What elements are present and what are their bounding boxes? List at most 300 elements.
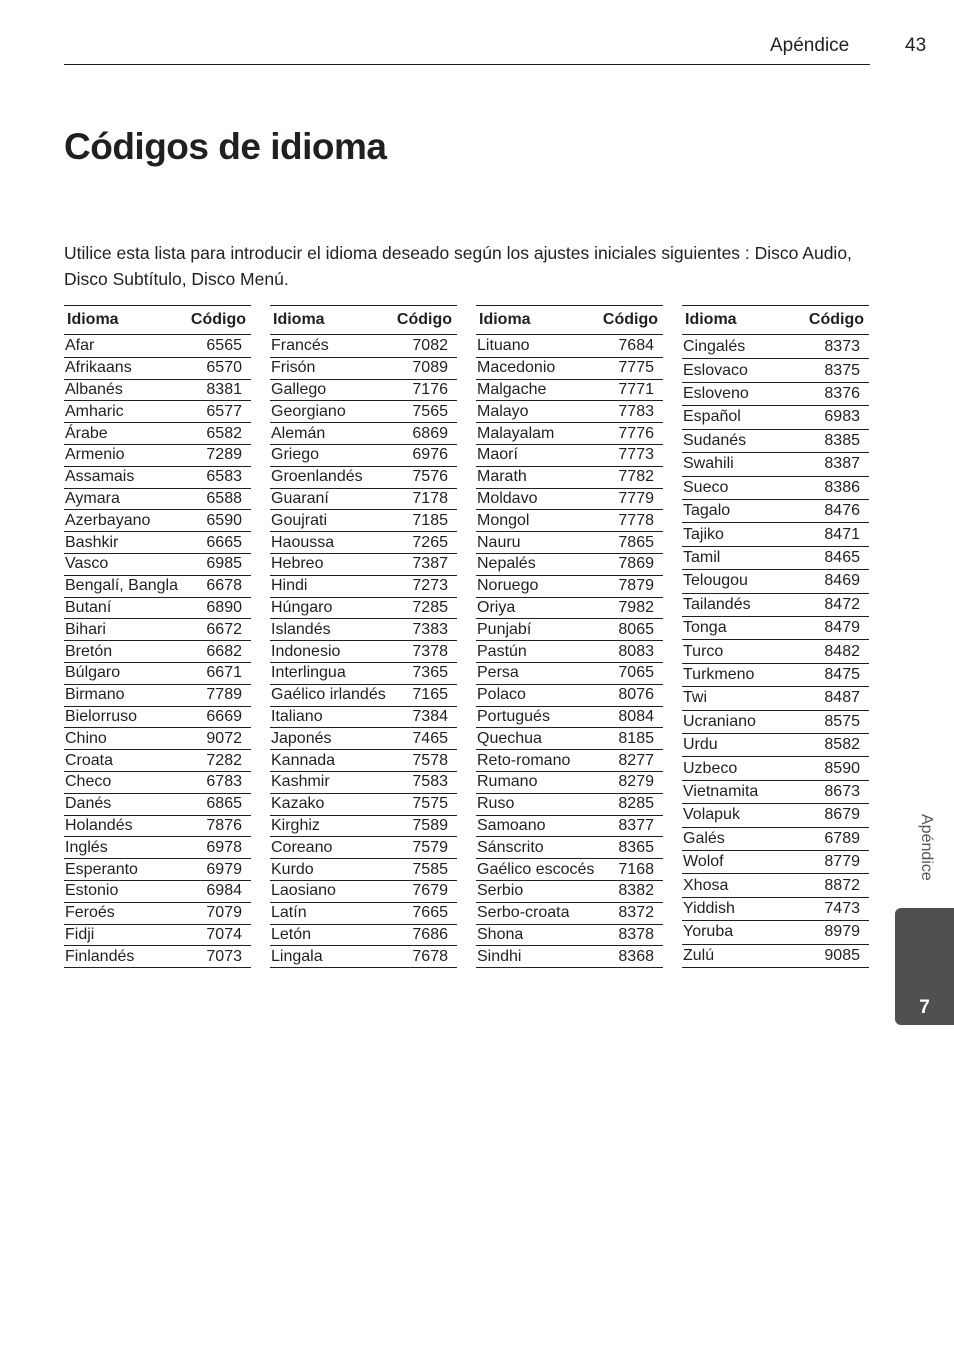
- language-name: Japonés: [270, 728, 391, 750]
- language-code: 7778: [598, 510, 663, 532]
- language-code: 8476: [784, 499, 869, 522]
- language-name: Gallego: [270, 379, 391, 401]
- language-code: 8279: [598, 771, 663, 793]
- language-code: 7583: [391, 771, 457, 793]
- language-code: 7775: [598, 357, 663, 379]
- language-code: 7686: [391, 924, 457, 946]
- language-name: Turkmeno: [682, 663, 784, 686]
- language-name: Xhosa: [682, 874, 784, 897]
- language-name: Árabe: [64, 423, 184, 445]
- intro-text: Utilice esta lista para introducir el idioma deseado según los ajustes iniciales siguientes : Disco Audio, Disco Subtítulo, Disco Menú.: [64, 243, 852, 289]
- table-row: [270, 793, 457, 815]
- table-row: [270, 532, 457, 554]
- language-code: 7089: [391, 357, 457, 379]
- language-name: Assamais: [64, 466, 184, 488]
- language-code: 6671: [184, 662, 251, 684]
- language-name: Bretón: [64, 641, 184, 663]
- language-code: 6669: [184, 706, 251, 728]
- language-name: Butaní: [64, 597, 184, 619]
- language-name: Turco: [682, 640, 784, 663]
- language-name: Finlandés: [64, 946, 184, 968]
- language-code: 7073: [184, 946, 251, 968]
- table-row: [682, 616, 869, 639]
- language-name: Shona: [476, 924, 598, 946]
- language-code: 7273: [391, 575, 457, 597]
- language-code: 8365: [598, 837, 663, 859]
- language-name: Griego: [270, 444, 391, 466]
- language-name: Búlgaro: [64, 662, 184, 684]
- table-row: [64, 684, 251, 706]
- language-name: Italiano: [270, 706, 391, 728]
- table-row: [64, 837, 251, 859]
- language-name: Vietnamita: [682, 780, 784, 803]
- table-row: [682, 874, 869, 897]
- table-row: [476, 597, 663, 619]
- language-code: 7684: [598, 335, 663, 358]
- column-header-language: Idioma: [685, 311, 737, 328]
- language-code: 7465: [391, 728, 457, 750]
- language-name: Persa: [476, 662, 598, 684]
- language-name: Guaraní: [270, 488, 391, 510]
- language-name: Sudanés: [682, 429, 784, 452]
- language-code: 8377: [598, 815, 663, 837]
- language-code: 8872: [784, 874, 869, 897]
- language-code: 7576: [391, 466, 457, 488]
- language-code: 7665: [391, 902, 457, 924]
- language-code: 7082: [391, 335, 457, 358]
- language-name: Punjabí: [476, 619, 598, 641]
- language-name: Bihari: [64, 619, 184, 641]
- column-header-language: Idioma: [67, 311, 119, 328]
- table-row: [476, 924, 663, 946]
- language-name: Gaélico escocés: [476, 859, 598, 881]
- language-code: 6678: [184, 575, 251, 597]
- table-row: [682, 921, 869, 944]
- table-row: [64, 924, 251, 946]
- language-name: Letón: [270, 924, 391, 946]
- language-code: 6570: [184, 357, 251, 379]
- language-name: Macedonio: [476, 357, 598, 379]
- table-row: [682, 663, 869, 686]
- table-row: [682, 687, 869, 710]
- language-name: Azerbayano: [64, 510, 184, 532]
- language-code: 7578: [391, 750, 457, 772]
- language-name: Holandés: [64, 815, 184, 837]
- language-code: 8387: [784, 453, 869, 476]
- language-name: Tajiko: [682, 523, 784, 546]
- table-row: [270, 706, 457, 728]
- table-row: [476, 466, 663, 488]
- language-code: 6865: [184, 793, 251, 815]
- table-row: [476, 946, 663, 968]
- language-code: 7473: [784, 897, 869, 920]
- table-row: [476, 750, 663, 772]
- table-row: [476, 444, 663, 466]
- table-row: [270, 401, 457, 423]
- language-code: 8979: [784, 921, 869, 944]
- table-row: [64, 444, 251, 466]
- header-rule: [64, 64, 870, 65]
- language-code: 7679: [391, 880, 457, 902]
- table-row: [270, 946, 457, 968]
- language-code: 7789: [184, 684, 251, 706]
- language-name: Malgache: [476, 379, 598, 401]
- language-code: 7074: [184, 924, 251, 946]
- language-name: Tagalo: [682, 499, 784, 522]
- language-code: 7678: [391, 946, 457, 968]
- language-code: 7065: [598, 662, 663, 684]
- table-row: [476, 532, 663, 554]
- language-code: 7579: [391, 837, 457, 859]
- table-row: [64, 728, 251, 750]
- table-row: [270, 357, 457, 379]
- table-row: [64, 553, 251, 575]
- table-row: [64, 510, 251, 532]
- language-name: Lingala: [270, 946, 391, 968]
- language-name: Urdu: [682, 733, 784, 756]
- language-code: 7776: [598, 423, 663, 445]
- language-name: Yoruba: [682, 921, 784, 944]
- language-code: 7265: [391, 532, 457, 554]
- language-code: 7383: [391, 619, 457, 641]
- language-code: 8084: [598, 706, 663, 728]
- table-row: [270, 575, 457, 597]
- table-row: [64, 532, 251, 554]
- language-name: Eslovaco: [682, 359, 784, 382]
- language-table: [476, 305, 663, 968]
- language-code: 8385: [784, 429, 869, 452]
- table-row: [64, 357, 251, 379]
- language-name: Georgiano: [270, 401, 391, 423]
- table-row: [476, 619, 663, 641]
- language-code: 6565: [184, 335, 251, 358]
- language-name: Kannada: [270, 750, 391, 772]
- table-row: [270, 597, 457, 619]
- table-row: [476, 488, 663, 510]
- language-code: 8487: [784, 687, 869, 710]
- language-name: Moldavo: [476, 488, 598, 510]
- language-code: 7585: [391, 859, 457, 881]
- language-name: Afar: [64, 335, 184, 358]
- table-row: [476, 815, 663, 837]
- language-code: 7178: [391, 488, 457, 510]
- table-row: [682, 335, 869, 359]
- table-row: [64, 706, 251, 728]
- table-row: [270, 641, 457, 663]
- table-row: [476, 706, 663, 728]
- language-name: Checo: [64, 771, 184, 793]
- language-code: 8375: [784, 359, 869, 382]
- column-header-code: Código: [396, 311, 452, 328]
- language-name: Cingalés: [682, 335, 784, 359]
- language-name: Interlingua: [270, 662, 391, 684]
- language-name: Malayalam: [476, 423, 598, 445]
- table-row: [476, 793, 663, 815]
- table-row: [682, 827, 869, 850]
- language-code: 7168: [598, 859, 663, 881]
- table-row: [64, 597, 251, 619]
- language-name: Indonesio: [270, 641, 391, 663]
- language-code: 8382: [598, 880, 663, 902]
- table-row: [270, 880, 457, 902]
- language-name: Esloveno: [682, 382, 784, 405]
- language-name: Chino: [64, 728, 184, 750]
- table-row: [64, 619, 251, 641]
- language-code: 6979: [184, 859, 251, 881]
- language-name: Tailandés: [682, 593, 784, 616]
- language-code: 8482: [784, 640, 869, 663]
- language-name: Birmano: [64, 684, 184, 706]
- language-code: 7771: [598, 379, 663, 401]
- language-name: Malayo: [476, 401, 598, 423]
- page-number: 43: [905, 35, 927, 56]
- language-name: Goujrati: [270, 510, 391, 532]
- column-header-code: Código: [602, 311, 658, 328]
- language-code: 6577: [184, 401, 251, 423]
- table-row: [476, 423, 663, 445]
- language-name: Galés: [682, 827, 784, 850]
- language-code: 6672: [184, 619, 251, 641]
- table-row: [682, 382, 869, 405]
- table-row: [476, 684, 663, 706]
- chapter-tab: [895, 908, 954, 1025]
- language-table: [64, 305, 251, 968]
- language-name: Rumano: [476, 771, 598, 793]
- table-row: [270, 444, 457, 466]
- table-row: [476, 662, 663, 684]
- language-code-tables: [64, 305, 869, 968]
- language-name: Bielorruso: [64, 706, 184, 728]
- language-code: 6582: [184, 423, 251, 445]
- table-row: [270, 488, 457, 510]
- language-name: Laosiano: [270, 880, 391, 902]
- language-code: 9072: [184, 728, 251, 750]
- language-table: [682, 305, 869, 968]
- language-name: Portugués: [476, 706, 598, 728]
- table-row: [270, 510, 457, 532]
- language-code: 6588: [184, 488, 251, 510]
- table-row: [270, 728, 457, 750]
- language-code: 8277: [598, 750, 663, 772]
- language-code: 6983: [784, 406, 869, 429]
- language-name: Armenio: [64, 444, 184, 466]
- language-code: 8373: [784, 335, 869, 359]
- table-row: [64, 423, 251, 445]
- language-name: Tonga: [682, 616, 784, 639]
- language-code: 6783: [184, 771, 251, 793]
- table-row: [682, 523, 869, 546]
- language-code: 8376: [784, 382, 869, 405]
- language-name: Kirghiz: [270, 815, 391, 837]
- language-name: Twi: [682, 687, 784, 710]
- language-name: Mongol: [476, 510, 598, 532]
- side-section-label: Apéndice: [918, 814, 935, 881]
- language-name: Samoano: [476, 815, 598, 837]
- language-code: 8779: [784, 851, 869, 874]
- language-code: 8065: [598, 619, 663, 641]
- table-row: [270, 662, 457, 684]
- language-code: 8465: [784, 546, 869, 569]
- table-row: [64, 401, 251, 423]
- table-row: [64, 641, 251, 663]
- table-row: [682, 429, 869, 452]
- language-name: Gaélico irlandés: [270, 684, 391, 706]
- language-code: 8475: [784, 663, 869, 686]
- language-name: Marath: [476, 466, 598, 488]
- table-row: [682, 406, 869, 429]
- language-code: 6869: [391, 423, 457, 445]
- table-row: [476, 771, 663, 793]
- table-row: [64, 488, 251, 510]
- table-row: [682, 733, 869, 756]
- language-code: 6890: [184, 597, 251, 619]
- language-name: Latín: [270, 902, 391, 924]
- table-row: [270, 466, 457, 488]
- table-row: [270, 902, 457, 924]
- language-name: Maorí: [476, 444, 598, 466]
- language-name: Bengalí, Bangla: [64, 575, 184, 597]
- language-name: Telougou: [682, 570, 784, 593]
- table-row: [270, 335, 457, 358]
- language-code: 8479: [784, 616, 869, 639]
- language-name: Serbio: [476, 880, 598, 902]
- language-code: 7365: [391, 662, 457, 684]
- language-name: Estonio: [64, 880, 184, 902]
- language-name: Francés: [270, 335, 391, 358]
- language-name: Kashmir: [270, 771, 391, 793]
- table-row: [270, 379, 457, 401]
- table-row: [270, 837, 457, 859]
- chapter-number: 7: [919, 997, 930, 1018]
- table-row: [682, 780, 869, 803]
- language-code: 6984: [184, 880, 251, 902]
- table-row: [476, 401, 663, 423]
- table-row: [476, 902, 663, 924]
- column-header-language: Idioma: [479, 311, 531, 328]
- language-name: Swahili: [682, 453, 784, 476]
- language-name: Lituano: [476, 335, 598, 358]
- language-table: [270, 305, 457, 968]
- language-name: Hebreo: [270, 553, 391, 575]
- language-name: Sueco: [682, 476, 784, 499]
- language-code: 7869: [598, 553, 663, 575]
- table-row: [476, 641, 663, 663]
- table-row: [476, 379, 663, 401]
- language-name: Bashkir: [64, 532, 184, 554]
- table-row: [682, 570, 869, 593]
- language-code: 7565: [391, 401, 457, 423]
- table-row: [270, 553, 457, 575]
- language-code: 8471: [784, 523, 869, 546]
- language-code: 8368: [598, 946, 663, 968]
- language-code: 7773: [598, 444, 663, 466]
- table-row: [64, 902, 251, 924]
- table-row: [476, 728, 663, 750]
- page-title: Códigos de idioma: [64, 126, 387, 167]
- language-code: 7384: [391, 706, 457, 728]
- language-name: Español: [682, 406, 784, 429]
- language-code: 7589: [391, 815, 457, 837]
- language-code: 8590: [784, 757, 869, 780]
- language-name: Vasco: [64, 553, 184, 575]
- table-row: [64, 793, 251, 815]
- table-row: [682, 804, 869, 827]
- table-row: [64, 662, 251, 684]
- table-row: [64, 750, 251, 772]
- table-row: [476, 880, 663, 902]
- table-row: [682, 710, 869, 733]
- table-row: [682, 851, 869, 874]
- language-name: Albanés: [64, 379, 184, 401]
- language-name: Kurdo: [270, 859, 391, 881]
- language-code: 6665: [184, 532, 251, 554]
- language-code: 8185: [598, 728, 663, 750]
- language-code: 6976: [391, 444, 457, 466]
- language-code: 7079: [184, 902, 251, 924]
- language-code: 8076: [598, 684, 663, 706]
- language-code: 8381: [184, 379, 251, 401]
- table-row: [682, 359, 869, 382]
- language-code: 7289: [184, 444, 251, 466]
- language-name: Alemán: [270, 423, 391, 445]
- language-code: 7782: [598, 466, 663, 488]
- language-code: 8673: [784, 780, 869, 803]
- language-name: Frisón: [270, 357, 391, 379]
- language-code: 7185: [391, 510, 457, 532]
- language-name: Afrikaans: [64, 357, 184, 379]
- language-code: 7783: [598, 401, 663, 423]
- language-code: 6789: [784, 827, 869, 850]
- language-name: Volapuk: [682, 804, 784, 827]
- language-code: 8083: [598, 641, 663, 663]
- language-code: 6682: [184, 641, 251, 663]
- language-name: Ruso: [476, 793, 598, 815]
- language-name: Feroés: [64, 902, 184, 924]
- language-name: Esperanto: [64, 859, 184, 881]
- language-code: 8285: [598, 793, 663, 815]
- language-code: 8575: [784, 710, 869, 733]
- column-header-code: Código: [808, 311, 864, 328]
- language-code: 7575: [391, 793, 457, 815]
- language-code: 7876: [184, 815, 251, 837]
- language-name: Pastún: [476, 641, 598, 663]
- table-row: [682, 593, 869, 616]
- language-code: 7176: [391, 379, 457, 401]
- language-name: Ucraniano: [682, 710, 784, 733]
- table-row: [682, 476, 869, 499]
- language-code: 8472: [784, 593, 869, 616]
- language-name: Yiddish: [682, 897, 784, 920]
- table-row: [476, 335, 663, 358]
- table-row: [476, 859, 663, 881]
- table-row: [270, 750, 457, 772]
- language-name: Noruego: [476, 575, 598, 597]
- language-name: Aymara: [64, 488, 184, 510]
- language-code: 8679: [784, 804, 869, 827]
- language-name: Uzbeco: [682, 757, 784, 780]
- language-code: 6985: [184, 553, 251, 575]
- language-name: Serbo-croata: [476, 902, 598, 924]
- table-row: [270, 924, 457, 946]
- language-code: 8372: [598, 902, 663, 924]
- language-name: Oriya: [476, 597, 598, 619]
- language-code: 7285: [391, 597, 457, 619]
- table-row: [476, 837, 663, 859]
- language-name: Inglés: [64, 837, 184, 859]
- table-row: [64, 946, 251, 968]
- column-header-language: Idioma: [273, 311, 325, 328]
- language-name: Húngaro: [270, 597, 391, 619]
